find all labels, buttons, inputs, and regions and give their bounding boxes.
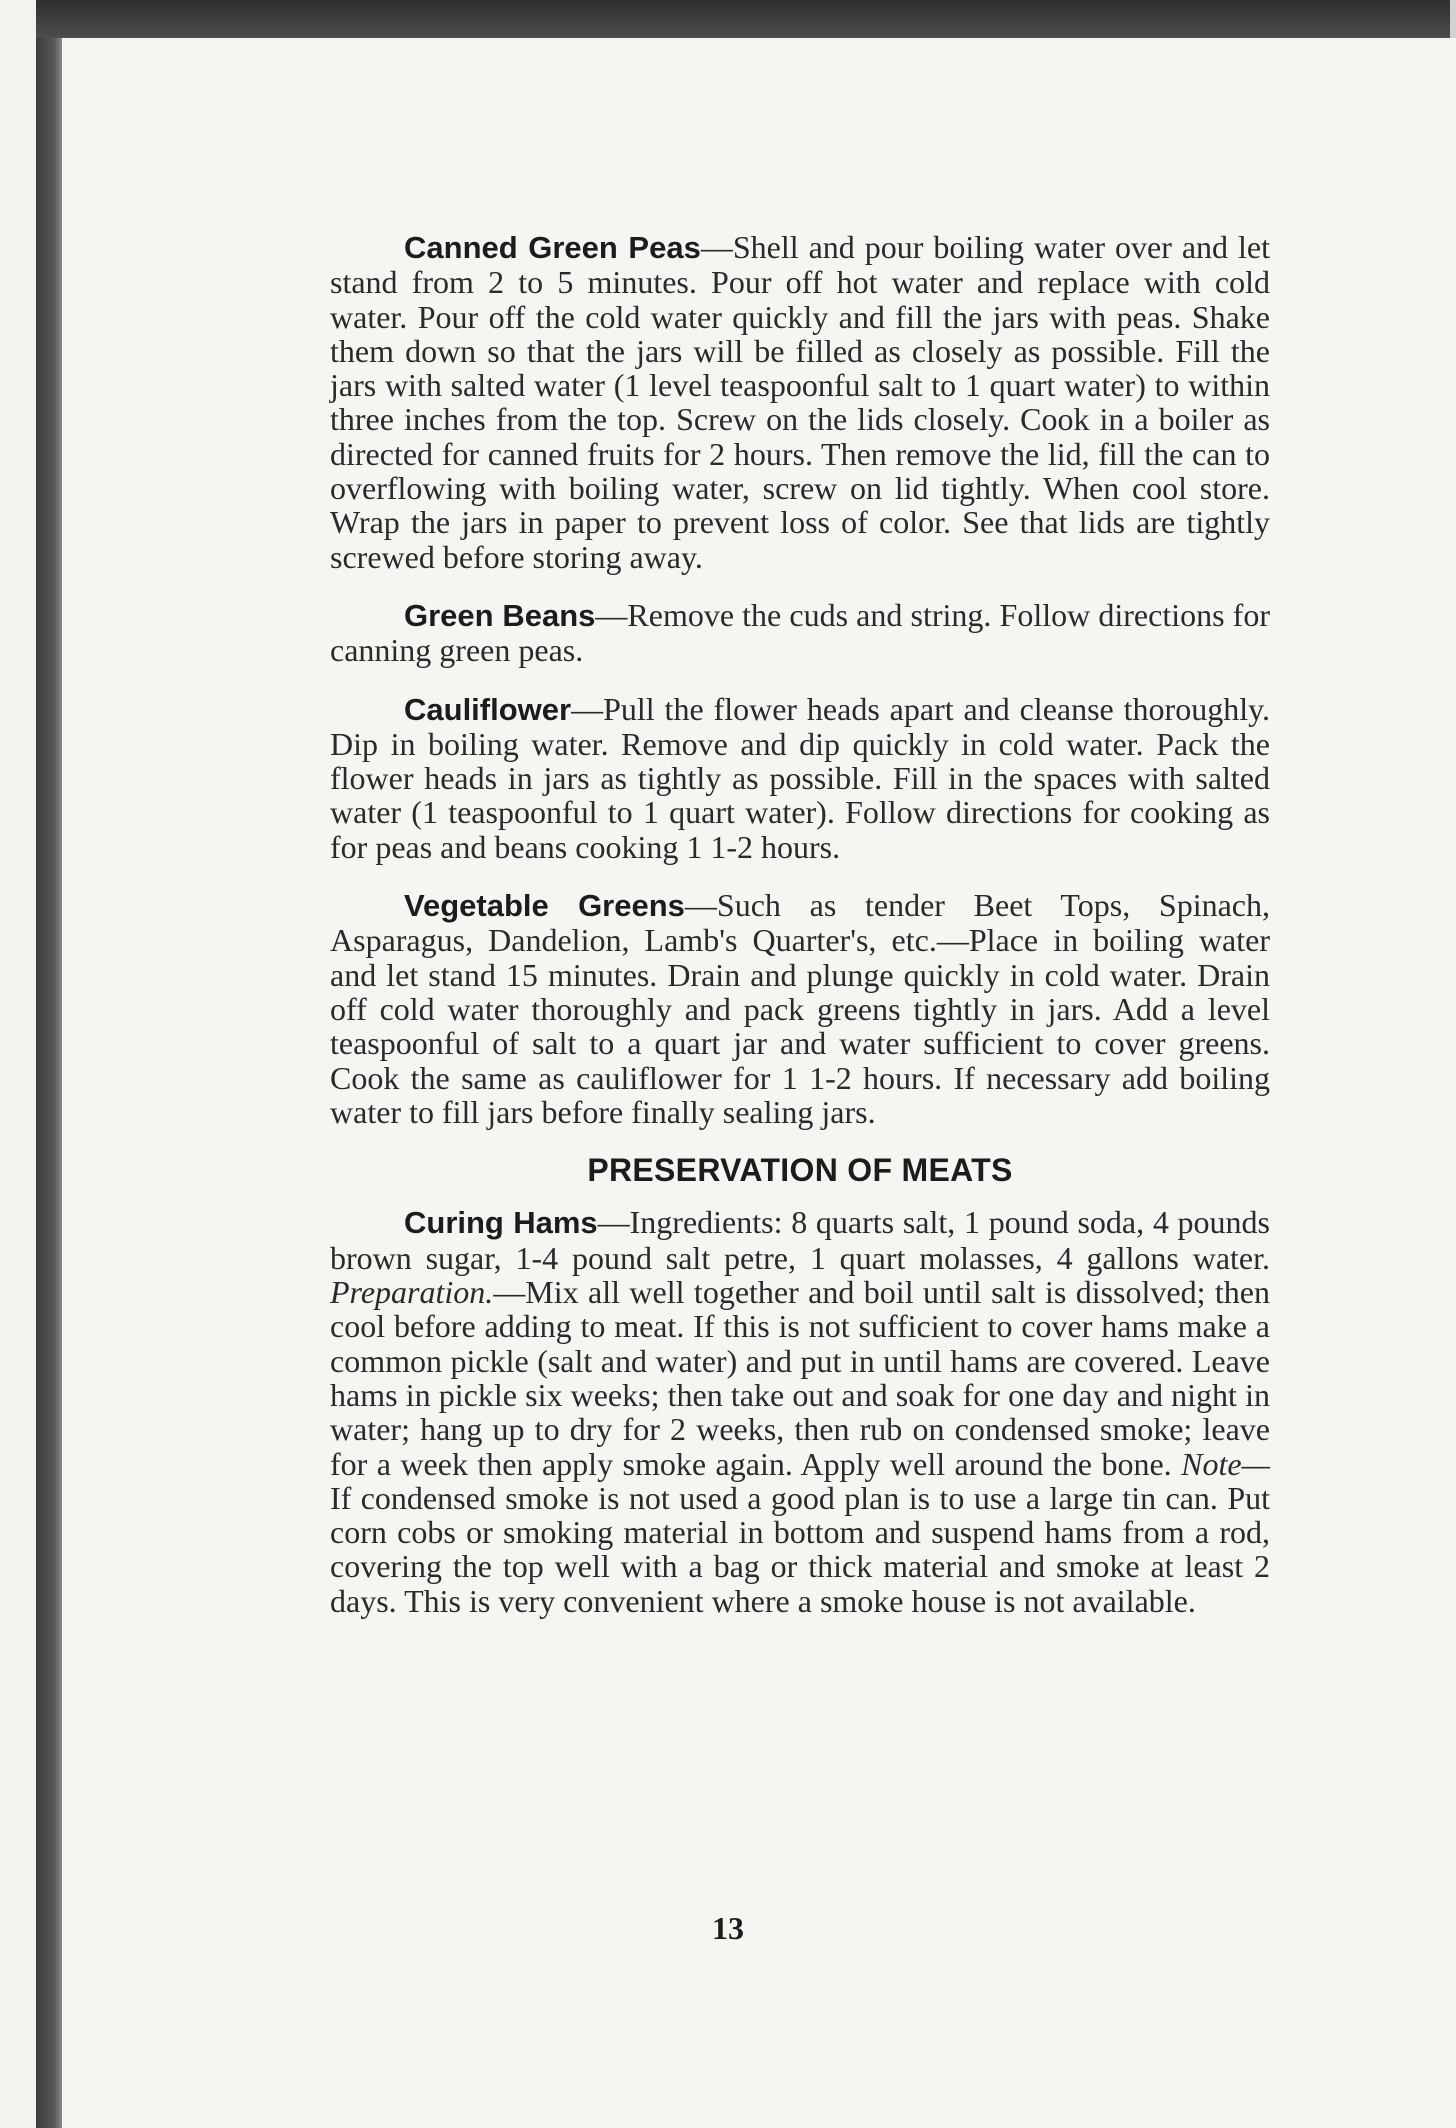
book-gutter-edge — [36, 38, 62, 2128]
recipe-body: —Shell and pour boiling water over and let stand from 2 to 5 minutes. Pour off hot water and replace with cold water. Pour off the cold water quickly and fill the jars with peas. Shake them down so that the jars will be filled as closely as possible. Fill the jars with salted water (1 level teaspoonful salt to 1 quart water) to within three inches from the top. Screw on the lids closely. Cook in a boiler as directed for canned fruits for 2 hours. Then remove the lid, fill the can to overflowing with boiling water, screw on lid tightly. When cool store. Wrap the jars in paper to prevent loss of color. See that lids are tightly screwed before storing away. — [330, 229, 1270, 575]
italic-label-note: Note— — [1181, 1445, 1270, 1482]
recipe-body: —Remove the cuds and string. Follow directions for canning green peas. — [330, 596, 1270, 669]
italic-label-preparation: Preparation. — [330, 1274, 494, 1311]
recipe-title: Canned Green Peas — [404, 230, 701, 265]
scan-top-edge — [36, 0, 1456, 38]
recipe-title: Curing Hams — [404, 1205, 598, 1241]
section-heading: PRESERVATION OF MEATS — [587, 1152, 1013, 1189]
recipe-body-part: —Ingredients: 8 quarts salt, 1 pound soda, 4 pounds brown sugar, 1-4 pound salt petre, 1 quart molasses, 4 gallons water. — [330, 1204, 1270, 1276]
recipe-body: —Such as tender Beet Tops, Spinach, Asparagus, Dandelion, Lamb's Quarter's, etc.—Place in boiling water and let stand 15 minutes. Drain and plunge quickly in cold water. Drain off cold water thoroughly and pack greens tightly in jars. Add a level teaspoonful of salt to a quart jar and water sufficient to cover greens. Cook the same as cauliflower for 1 1-2 hours. If necessary add boiling water to fill jars before finally sealing jars. — [330, 887, 1271, 1130]
paragraph-curing-hams — [330, 1205, 1270, 1618]
paragraph-green-beans — [330, 598, 1270, 668]
paragraph-vegetable-greens — [330, 888, 1270, 1129]
page-text-block — [330, 230, 1270, 1642]
paragraph-cauliflower — [330, 692, 1270, 864]
recipe-body-part: If condensed smoke is not used a good plan is to use a large tin can. Put corn cobs or smoking material in bottom and suspend hams from a rod, covering the top well with a bag or thick material and smoke at least 2 days. This is very convenient where a smoke house is not available. — [330, 1479, 1270, 1619]
recipe-title: Cauliflower — [404, 691, 572, 727]
page-number: 13 — [712, 1910, 744, 1946]
recipe-body-part: —Mix all well together and boil until salt is dissolved; then cool before adding to meat. If this is not sufficient to cover hams make a common pickle (salt and water) and put in until hams are covered. Leave hams in pickle six weeks; then take out and soak for one day and night in water; hang up to dry for 2 weeks, then rub on condensed smoke; leave for a week then apply smoke again. Apply well around the bone. — [330, 1274, 1270, 1482]
recipe-title: Vegetable Greens — [404, 888, 685, 924]
paragraph-canned-green-peas — [330, 230, 1270, 574]
recipe-title: Green Beans — [404, 597, 596, 633]
recipe-body: —Pull the flower heads apart and cleanse thoroughly. Dip in boiling water. Remove and dip quickly in cold water. Pack the flower heads in jars as tightly as possible. Fill in the spaces with salted water (1 teaspoonful to 1 quart water). Follow directions for cooking as for peas and beans cooking 1 1-2 hours. — [330, 690, 1270, 865]
